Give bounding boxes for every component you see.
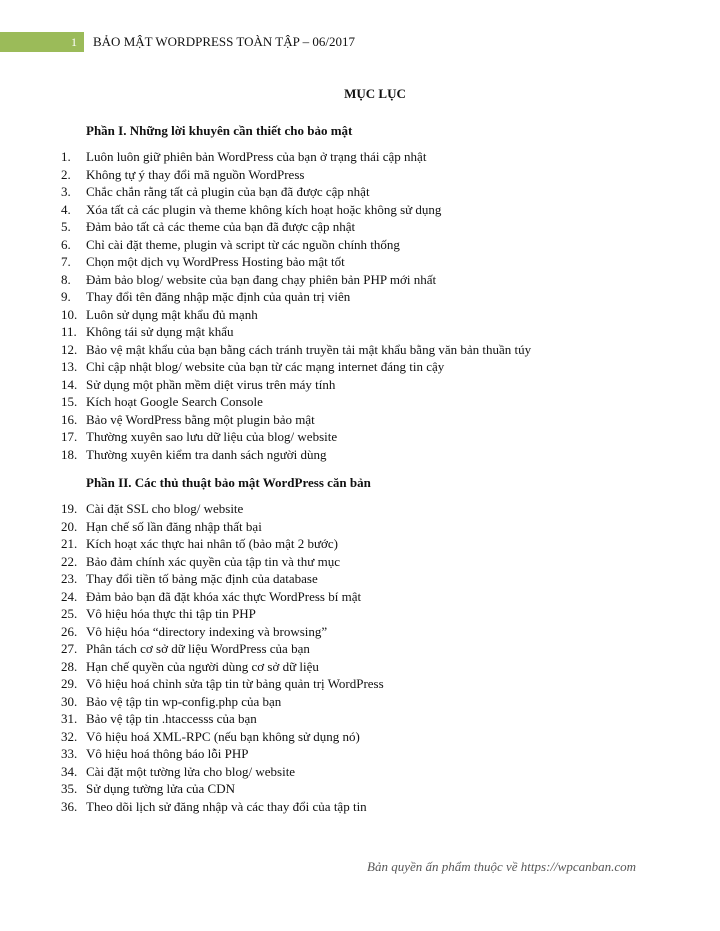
toc-item-text: Không tự ý thay đổi mã nguồn WordPress — [86, 166, 305, 182]
toc-item-text: Vô hiệu hoá XML-RPC (nếu bạn không sử dụng nó) — [86, 728, 360, 744]
toc-item — [61, 271, 531, 289]
toc-item-text: Không tái sử dụng mật khẩu — [86, 324, 234, 339]
toc-item-number: 14. — [61, 376, 78, 392]
toc-item-number: 8. — [61, 271, 71, 287]
toc-item-number: 1. — [61, 149, 71, 164]
toc-item-text: Hạn chế quyền của người dùng cơ sở dữ liệu — [86, 658, 319, 674]
toc-item-number: 34. — [61, 763, 78, 779]
toc-item-number: 2. — [61, 166, 71, 182]
toc-item-number: 10. — [61, 306, 78, 322]
toc-item-text: Thay đổi tên đăng nhập mặc định của quản trị viên — [86, 289, 351, 304]
toc-item-text: Vô hiệu hoá thông báo lỗi PHP — [86, 746, 249, 761]
toc-item-number: 9. — [61, 289, 71, 304]
toc-item-number: 18. — [61, 446, 78, 462]
toc-item — [61, 605, 384, 623]
toc-item — [61, 253, 531, 271]
toc-item — [61, 658, 384, 676]
toc-item-number: 16. — [61, 411, 78, 427]
toc-item-text: Bảo đảm chính xác quyền của tập tin và thư mục — [86, 553, 340, 569]
toc-item-text: Thường xuyên sao lưu dữ liệu của blog/ website — [86, 429, 338, 444]
toc-item-number: 25. — [61, 606, 78, 621]
toc-item — [61, 780, 384, 798]
toc-item-text: Xóa tất cả các plugin và theme không kích hoạt hoặc không sử dụng — [86, 201, 442, 217]
toc-item-number: 29. — [61, 676, 78, 691]
toc-item-text: Theo dõi lịch sử đăng nhập và các thay đổi của tập tin — [86, 798, 367, 814]
toc-item-text: Thường xuyên kiểm tra danh sách người dùng — [86, 446, 327, 462]
toc-item — [61, 358, 531, 376]
toc-item — [61, 288, 531, 306]
toc-item — [61, 640, 384, 658]
toc-item-number: 22. — [61, 553, 78, 569]
toc-item-number: 24. — [61, 588, 78, 604]
toc-item-number: 26. — [61, 623, 78, 639]
part1-heading: Phần I. Những lời khuyên cần thiết cho bảo mật — [86, 123, 353, 138]
toc-item-text: Cài đặt SSL cho blog/ website — [86, 501, 244, 516]
toc-item-number: 7. — [61, 254, 71, 269]
toc-item-text: Cài đặt một tường lửa cho blog/ website — [86, 763, 296, 779]
page-number: 1 — [71, 35, 77, 49]
toc-item — [61, 148, 531, 166]
toc-item — [61, 411, 531, 429]
toc-item-text: Luôn sử dụng mật khẩu đủ mạnh — [86, 306, 258, 322]
toc-item-number: 12. — [61, 341, 78, 357]
toc-item — [61, 798, 384, 816]
toc-item — [61, 535, 384, 553]
toc-item-text: Vô hiệu hoá chỉnh sửa tập tin từ bảng quản trị WordPress — [86, 676, 384, 691]
toc-item-text: Bảo vệ tập tin .htaccesss của bạn — [86, 711, 257, 726]
toc-item-number: 4. — [61, 201, 71, 217]
toc-item-text: Vô hiệu hóa “directory indexing và browsing” — [86, 623, 328, 639]
footer-copyright: Bản quyền ấn phẩm thuộc về https://wpcanban.com — [367, 859, 636, 874]
toc-item-text: Chắc chắn rằng tất cả plugin của bạn đã được cập nhật — [86, 184, 370, 199]
toc-item-number: 35. — [61, 781, 78, 796]
toc-item-text: Sử dụng một phần mềm diệt virus trên máy tính — [86, 376, 336, 392]
toc-item-number: 27. — [61, 641, 78, 656]
toc-item — [61, 553, 384, 571]
toc-item — [61, 446, 531, 464]
toc-item-text: Kích hoạt Google Search Console — [86, 394, 263, 409]
toc-item-number: 36. — [61, 798, 78, 814]
toc-item — [61, 728, 384, 746]
toc-item — [61, 763, 384, 781]
toc-item — [61, 710, 384, 728]
toc-item-text: Đảm bảo bạn đã đặt khóa xác thực WordPress bí mật — [86, 588, 362, 604]
toc-item-text: Chỉ cài đặt theme, plugin và script từ các nguồn chính thống — [86, 236, 400, 252]
toc-item — [61, 675, 384, 693]
toc-item — [61, 623, 384, 641]
toc-item — [61, 393, 531, 411]
toc-item-text: Chỉ cập nhật blog/ website của bạn từ các mạng internet đáng tin cậy — [86, 359, 445, 374]
toc-item — [61, 166, 531, 184]
toc-item — [61, 323, 531, 341]
toc-item-number: 11. — [61, 324, 77, 339]
toc-item-number: 19. — [61, 501, 78, 516]
toc-item-number: 20. — [61, 518, 78, 534]
toc-item-number: 33. — [61, 746, 78, 761]
toc-item — [61, 306, 531, 324]
toc-item-text: Đảm bảo blog/ website của bạn đang chạy phiên bản PHP mới nhất — [86, 271, 437, 287]
document-header-title: BẢO MẬT WORDPRESS TOÀN TẬP – 06/2017 — [93, 34, 355, 49]
toc-item-text: Thay đổi tiền tố bảng mặc định của database — [86, 571, 318, 586]
toc-title: MỤC LỤC — [344, 86, 406, 101]
toc-item-text: Bảo vệ tập tin wp-config.php của bạn — [86, 693, 282, 709]
toc-item-number: 6. — [61, 236, 71, 252]
toc-item-number: 13. — [61, 359, 78, 374]
toc-item — [61, 500, 384, 518]
toc-item — [61, 570, 384, 588]
toc-item-number: 17. — [61, 429, 78, 444]
toc-item-text: Bảo vệ WordPress bằng một plugin bảo mật — [86, 411, 315, 427]
toc-item — [61, 201, 531, 219]
toc-item-number: 15. — [61, 394, 78, 409]
toc-item — [61, 518, 384, 536]
toc-item-text: Kích hoạt xác thực hai nhân tố (bảo mật 2 bước) — [86, 536, 338, 551]
toc-item-number: 31. — [61, 711, 78, 726]
part2-heading: Phần II. Các thủ thuật bảo mật WordPress căn bản — [86, 475, 371, 490]
toc-item — [61, 428, 531, 446]
toc-item — [61, 693, 384, 711]
toc-item-text: Bảo vệ mật khẩu của bạn bằng cách tránh truyền tải mật khẩu bằng văn bản thuần túy — [86, 341, 532, 357]
toc-item-number: 3. — [61, 184, 71, 199]
toc-item — [61, 218, 531, 236]
toc-item-text: Chọn một dịch vụ WordPress Hosting bảo mật tốt — [86, 254, 345, 269]
toc-item-number: 5. — [61, 219, 71, 234]
toc-item-number: 32. — [61, 728, 78, 744]
toc-item — [61, 341, 531, 359]
toc-item-number: 28. — [61, 658, 78, 674]
toc-item-text: Đảm bảo tất cả các theme của bạn đã được cập nhật — [86, 219, 356, 234]
toc-item-number: 23. — [61, 571, 78, 586]
toc-item-text: Sử dụng tường lửa của CDN — [86, 781, 235, 796]
toc-item — [61, 376, 531, 394]
toc-item-text: Hạn chế số lần đăng nhập thất bại — [86, 518, 262, 534]
toc-item — [61, 588, 384, 606]
toc-item — [61, 183, 531, 201]
toc-item — [61, 236, 531, 254]
toc-item-text: Vô hiệu hóa thực thi tập tin PHP — [86, 606, 256, 621]
toc-item-text: Luôn luôn giữ phiên bản WordPress của bạn ở trạng thái cập nhật — [86, 149, 427, 164]
toc-item-number: 30. — [61, 693, 78, 709]
toc-item — [61, 745, 384, 763]
toc-item-text: Phân tách cơ sở dữ liệu WordPress của bạn — [86, 641, 310, 656]
part2-list — [61, 500, 384, 815]
toc-item-number: 21. — [61, 536, 78, 551]
part1-list — [61, 148, 531, 463]
